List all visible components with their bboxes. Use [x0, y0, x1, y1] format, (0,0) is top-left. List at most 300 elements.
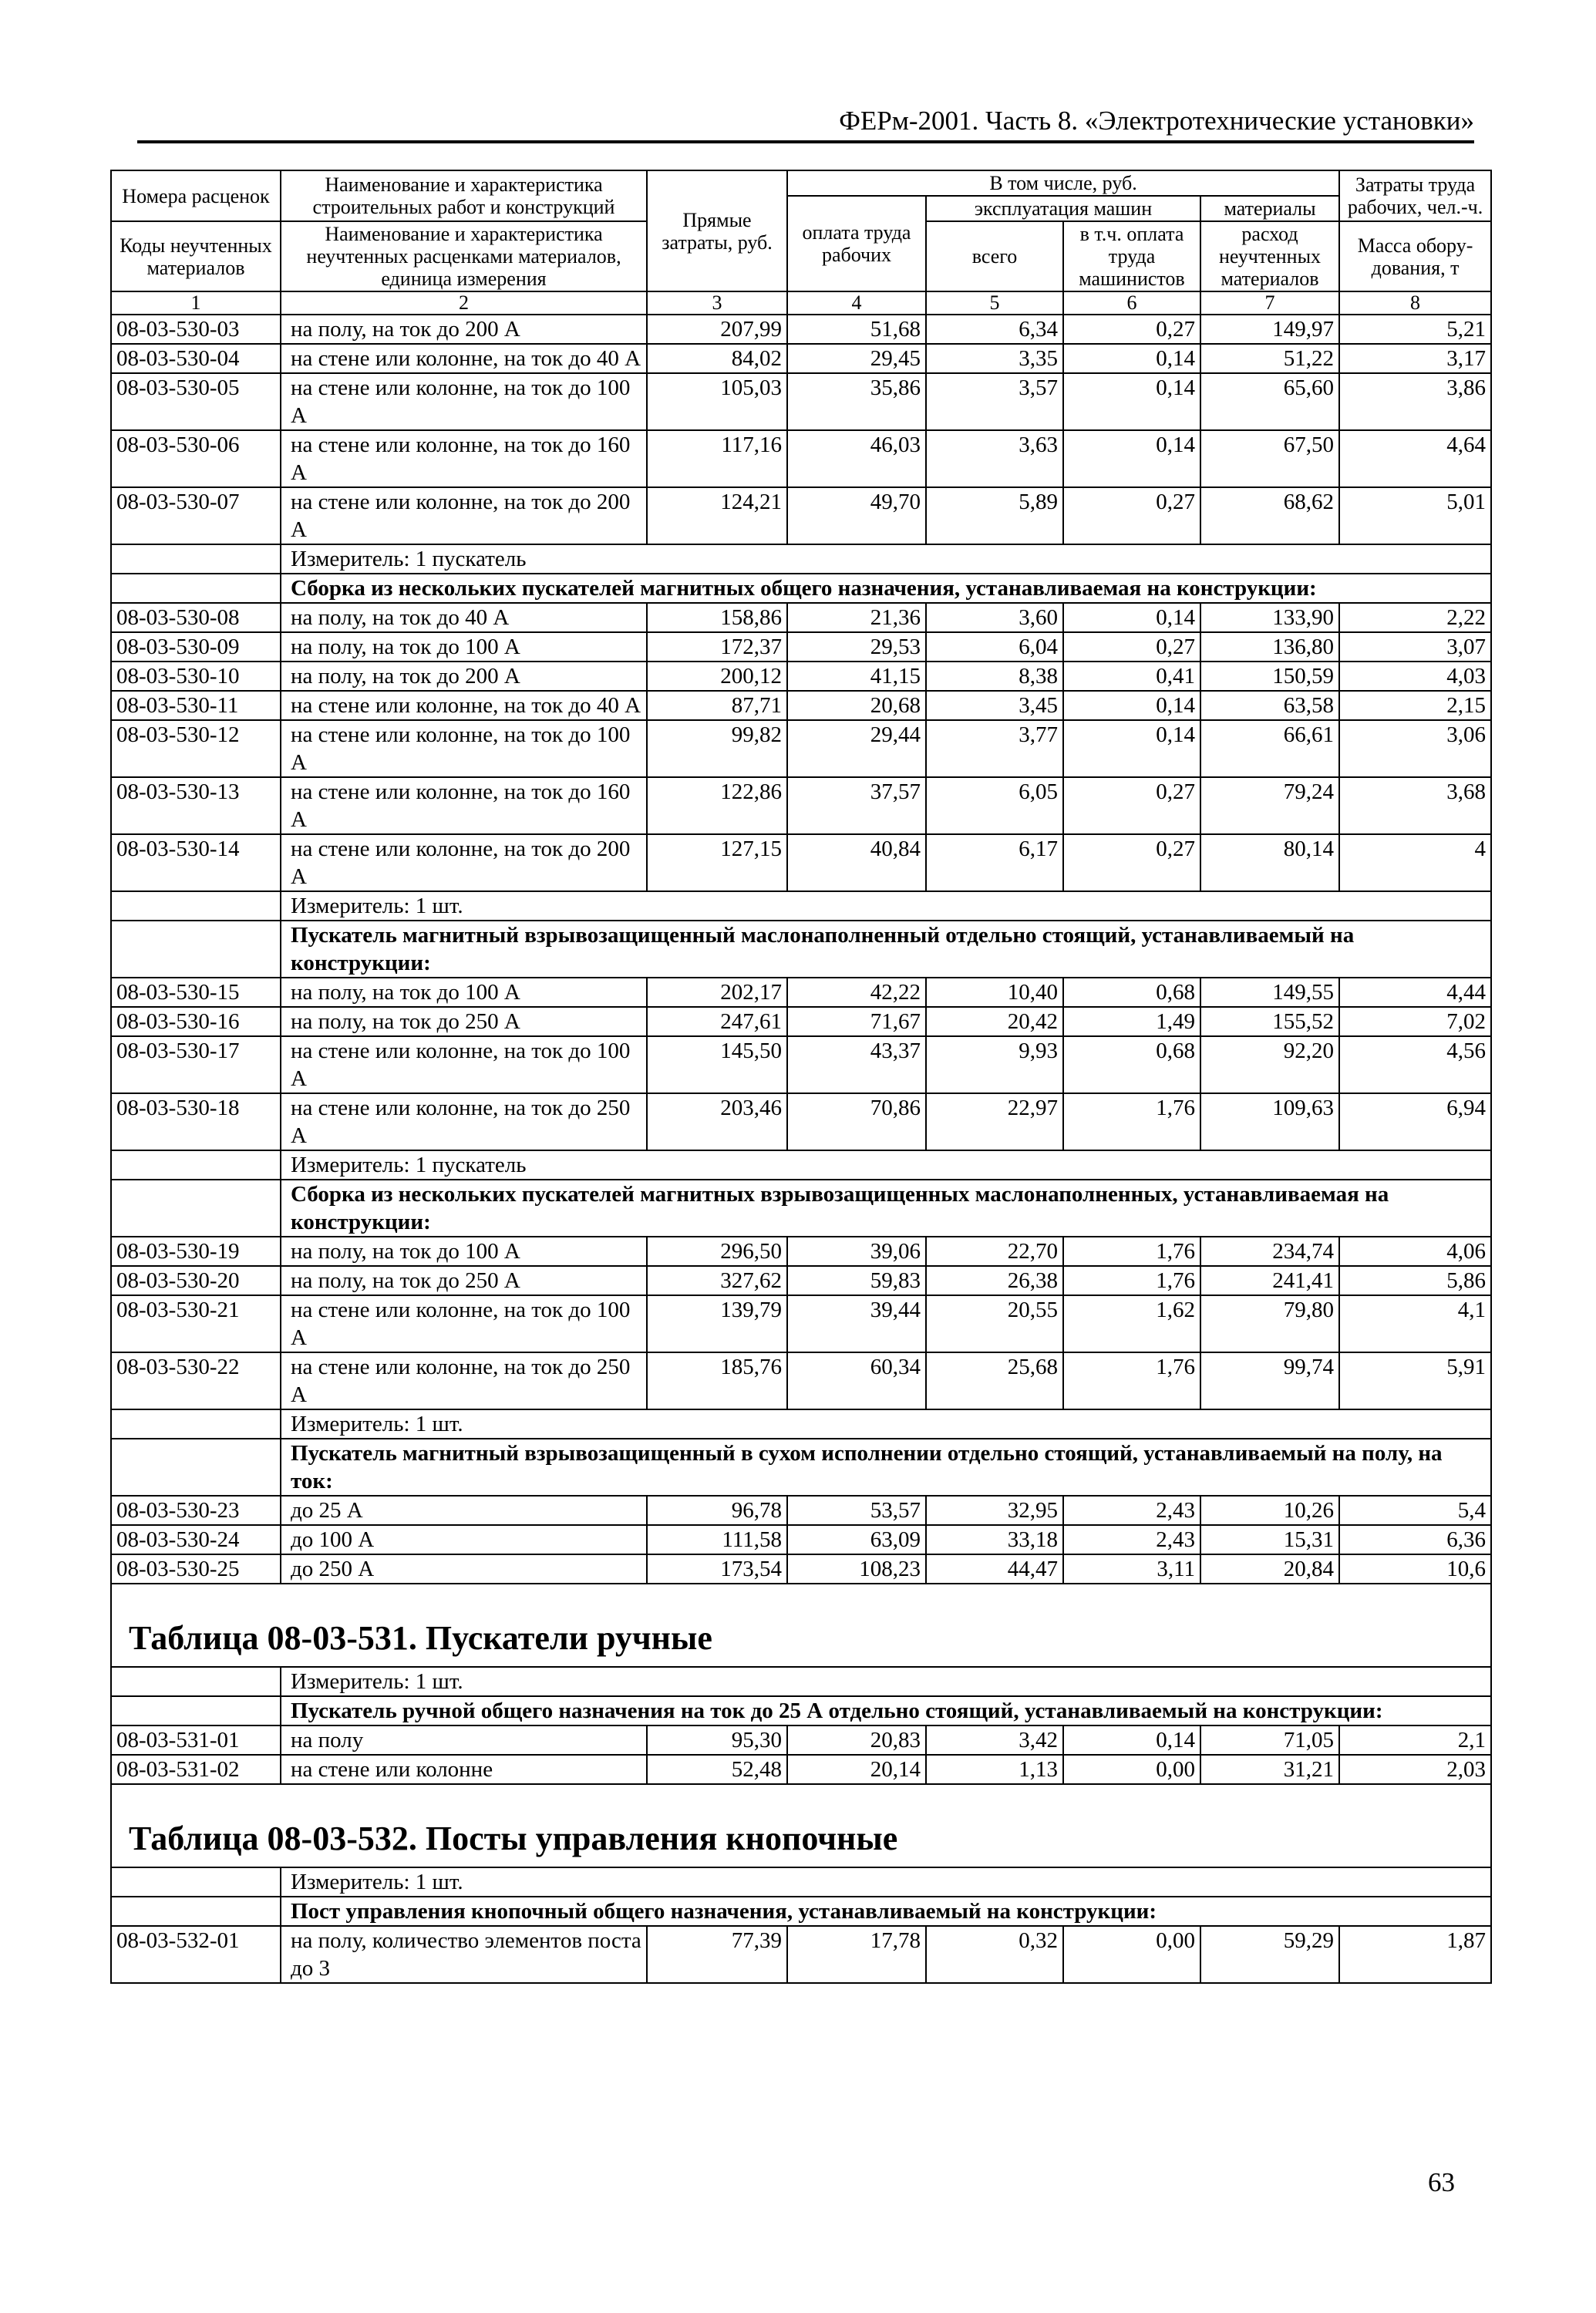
- empty-cell: [111, 1409, 281, 1439]
- materials-cost: 10,26: [1200, 1496, 1339, 1525]
- materials-cost: 109,63: [1200, 1093, 1339, 1150]
- header-rule: [137, 140, 1474, 143]
- materials-cost: 149,97: [1200, 315, 1339, 344]
- machines-labor: 0,27: [1063, 487, 1200, 544]
- table-row: [111, 978, 1491, 1007]
- labor-pay: 40,84: [787, 834, 926, 891]
- empty-cell: [111, 574, 281, 603]
- labor-pay: 20,14: [787, 1755, 926, 1784]
- col-codes-top: Номера расценок: [111, 170, 281, 221]
- machines-total: 44,47: [926, 1554, 1063, 1584]
- rate-code: 08-03-532-01: [111, 1926, 281, 1983]
- section-heading: Пускатель магнитный взрывозащищенный маслонаполненный отдельно стоящий, устанавливаемый на конструкции:: [281, 921, 1491, 978]
- rate-code: 08-03-530-04: [111, 344, 281, 373]
- labor-hours: 4,56: [1339, 1036, 1491, 1093]
- materials-cost: 241,41: [1200, 1266, 1339, 1295]
- machines-labor: 3,11: [1063, 1554, 1200, 1584]
- table-row: [111, 430, 1491, 487]
- meter-label: Измеритель: 1 шт.: [281, 1409, 1491, 1439]
- machines-labor: 0,00: [1063, 1926, 1200, 1983]
- machines-total: 6,04: [926, 632, 1063, 662]
- direct-cost: 77,39: [647, 1926, 787, 1983]
- labor-pay: 39,06: [787, 1237, 926, 1266]
- materials-cost: 79,80: [1200, 1295, 1339, 1352]
- direct-cost: 247,61: [647, 1007, 787, 1036]
- col-name-bottom: Наименование и характеристика неучтенных расценками материалов, единица измерения: [281, 221, 647, 291]
- machines-labor: 0,68: [1063, 1036, 1200, 1093]
- col-direct: Прямые затраты, руб.: [647, 170, 787, 291]
- meter-row: [111, 1667, 1491, 1696]
- table-row: [111, 373, 1491, 430]
- rate-code: 08-03-530-17: [111, 1036, 281, 1093]
- meter-row: [111, 1867, 1491, 1897]
- rate-code: 08-03-530-11: [111, 691, 281, 720]
- col-incl: В том числе, руб.: [787, 170, 1339, 196]
- rate-code: 08-03-530-10: [111, 662, 281, 691]
- running-header: ФЕРм-2001. Часть 8. «Электротехнические установки»: [839, 106, 1474, 136]
- empty-cell: [111, 1897, 281, 1926]
- machines-total: 6,17: [926, 834, 1063, 891]
- section-heading: Сборка из нескольких пускателей магнитных общего назначения, устанавливаемая на конструкции:: [281, 574, 1491, 603]
- table-title: Таблица 08-03-531. Пускатели ручные: [111, 1584, 1491, 1667]
- table-row: [111, 1554, 1491, 1584]
- labor-pay: 43,37: [787, 1036, 926, 1093]
- direct-cost: 111,58: [647, 1525, 787, 1554]
- machines-total: 3,57: [926, 373, 1063, 430]
- machines-total: 3,35: [926, 344, 1063, 373]
- labor-hours: 6,36: [1339, 1525, 1491, 1554]
- machines-total: 3,42: [926, 1725, 1063, 1755]
- labor-pay: 71,67: [787, 1007, 926, 1036]
- materials-cost: 92,20: [1200, 1036, 1339, 1093]
- labor-pay: 63,09: [787, 1525, 926, 1554]
- table-header: [111, 170, 1491, 315]
- labor-pay: 39,44: [787, 1295, 926, 1352]
- table-row: [111, 1036, 1491, 1093]
- table-row: [111, 691, 1491, 720]
- work-name: до 100 А: [281, 1525, 647, 1554]
- labor-pay: 29,53: [787, 632, 926, 662]
- section-heading-row: [111, 1439, 1491, 1496]
- table-row: [111, 1266, 1491, 1295]
- empty-cell: [111, 1439, 281, 1496]
- rate-code: 08-03-530-03: [111, 315, 281, 344]
- column-number: 8: [1339, 291, 1491, 315]
- table-row: [111, 1496, 1491, 1525]
- direct-cost: 202,17: [647, 978, 787, 1007]
- table-row: [111, 1725, 1491, 1755]
- meter-row: [111, 544, 1491, 574]
- labor-pay: 37,57: [787, 777, 926, 834]
- empty-cell: [111, 544, 281, 574]
- col-labor-top: Затраты труда рабочих, чел.-ч.: [1339, 170, 1491, 221]
- col-name-top: Наименование и характеристика строительных работ и конструкций: [281, 170, 647, 221]
- col-machines: эксплуатация машин: [926, 196, 1200, 221]
- machines-total: 22,97: [926, 1093, 1063, 1150]
- machines-total: 9,93: [926, 1036, 1063, 1093]
- meter-label: Измеритель: 1 шт.: [281, 1867, 1491, 1897]
- table-row: [111, 315, 1491, 344]
- direct-cost: 327,62: [647, 1266, 787, 1295]
- labor-pay: 17,78: [787, 1926, 926, 1983]
- machines-total: 3,77: [926, 720, 1063, 777]
- work-name: на стене или колонне, на ток до 40 А: [281, 344, 647, 373]
- materials-cost: 155,52: [1200, 1007, 1339, 1036]
- labor-hours: 10,6: [1339, 1554, 1491, 1584]
- meter-label: Измеритель: 1 шт.: [281, 1667, 1491, 1696]
- meter-label: Измеритель: 1 шт.: [281, 891, 1491, 921]
- table-row: [111, 632, 1491, 662]
- labor-hours: 4,64: [1339, 430, 1491, 487]
- materials-cost: 31,21: [1200, 1755, 1339, 1784]
- labor-pay: 29,45: [787, 344, 926, 373]
- labor-hours: 3,06: [1339, 720, 1491, 777]
- machines-total: 3,63: [926, 430, 1063, 487]
- table-row: [111, 487, 1491, 544]
- machines-labor: 0,14: [1063, 720, 1200, 777]
- machines-total: 5,89: [926, 487, 1063, 544]
- rate-code: 08-03-530-25: [111, 1554, 281, 1584]
- rate-code: 08-03-530-09: [111, 632, 281, 662]
- labor-pay: 42,22: [787, 978, 926, 1007]
- column-number: 1: [111, 291, 281, 315]
- table-row: [111, 1237, 1491, 1266]
- machines-labor: 0,00: [1063, 1755, 1200, 1784]
- direct-cost: 105,03: [647, 373, 787, 430]
- rate-code: 08-03-530-14: [111, 834, 281, 891]
- rate-code: 08-03-530-07: [111, 487, 281, 544]
- rate-code: 08-03-530-05: [111, 373, 281, 430]
- labor-pay: 41,15: [787, 662, 926, 691]
- direct-cost: 296,50: [647, 1237, 787, 1266]
- labor-hours: 3,86: [1339, 373, 1491, 430]
- labor-hours: 1,87: [1339, 1926, 1491, 1983]
- labor-hours: 4,03: [1339, 662, 1491, 691]
- table-row: [111, 834, 1491, 891]
- machines-total: 0,32: [926, 1926, 1063, 1983]
- rate-code: 08-03-530-22: [111, 1352, 281, 1409]
- rates-table: [110, 170, 1492, 1984]
- machines-labor: 2,43: [1063, 1525, 1200, 1554]
- direct-cost: 145,50: [647, 1036, 787, 1093]
- materials-cost: 133,90: [1200, 603, 1339, 632]
- direct-cost: 99,82: [647, 720, 787, 777]
- machines-total: 3,60: [926, 603, 1063, 632]
- rate-code: 08-03-531-01: [111, 1725, 281, 1755]
- column-number: 3: [647, 291, 787, 315]
- section-heading: Сборка из нескольких пускателей магнитных взрывозащищенных маслонаполненных, устанавливаемая на конструкции:: [281, 1180, 1491, 1237]
- materials-cost: 66,61: [1200, 720, 1339, 777]
- machines-labor: 0,14: [1063, 603, 1200, 632]
- direct-cost: 124,21: [647, 487, 787, 544]
- materials-cost: 150,59: [1200, 662, 1339, 691]
- labor-hours: 3,68: [1339, 777, 1491, 834]
- document-body: [110, 170, 1490, 1984]
- materials-cost: 63,58: [1200, 691, 1339, 720]
- work-name: на полу: [281, 1725, 647, 1755]
- labor-hours: 2,03: [1339, 1755, 1491, 1784]
- table-row: [111, 1295, 1491, 1352]
- machines-labor: 1,76: [1063, 1093, 1200, 1150]
- labor-pay: 60,34: [787, 1352, 926, 1409]
- work-name: на стене или колонне, на ток до 200 А: [281, 487, 647, 544]
- empty-cell: [111, 1667, 281, 1696]
- labor-hours: 5,21: [1339, 315, 1491, 344]
- table-body: [111, 315, 1491, 1983]
- machines-total: 32,95: [926, 1496, 1063, 1525]
- table-title: Таблица 08-03-532. Посты управления кнопочные: [111, 1784, 1491, 1867]
- work-name: на полу, на ток до 200 А: [281, 662, 647, 691]
- work-name: на полу, на ток до 250 А: [281, 1007, 647, 1036]
- column-number: 4: [787, 291, 926, 315]
- direct-cost: 87,71: [647, 691, 787, 720]
- materials-cost: 80,14: [1200, 834, 1339, 891]
- machines-total: 10,40: [926, 978, 1063, 1007]
- materials-cost: 99,74: [1200, 1352, 1339, 1409]
- machines-total: 6,05: [926, 777, 1063, 834]
- empty-cell: [111, 1150, 281, 1180]
- machines-labor: 1,62: [1063, 1295, 1200, 1352]
- table-row: [111, 1352, 1491, 1409]
- machines-total: 33,18: [926, 1525, 1063, 1554]
- labor-pay: 108,23: [787, 1554, 926, 1584]
- labor-hours: 5,01: [1339, 487, 1491, 544]
- labor-hours: 4: [1339, 834, 1491, 891]
- machines-labor: 0,27: [1063, 315, 1200, 344]
- materials-cost: 71,05: [1200, 1725, 1339, 1755]
- materials-cost: 79,24: [1200, 777, 1339, 834]
- machines-labor: 0,27: [1063, 632, 1200, 662]
- col-materials: материалы: [1200, 196, 1339, 221]
- work-name: на стене или колонне: [281, 1755, 647, 1784]
- rate-code: 08-03-530-08: [111, 603, 281, 632]
- materials-cost: 149,55: [1200, 978, 1339, 1007]
- machines-total: 22,70: [926, 1237, 1063, 1266]
- section-heading-row: [111, 1696, 1491, 1725]
- materials-cost: 15,31: [1200, 1525, 1339, 1554]
- rate-code: 08-03-530-13: [111, 777, 281, 834]
- machines-labor: 1,76: [1063, 1266, 1200, 1295]
- rate-code: 08-03-530-15: [111, 978, 281, 1007]
- materials-cost: 59,29: [1200, 1926, 1339, 1983]
- table-title-row: [111, 1784, 1491, 1867]
- labor-hours: 4,44: [1339, 978, 1491, 1007]
- work-name: на стене или колонне, на ток до 100 А: [281, 720, 647, 777]
- rate-code: 08-03-530-21: [111, 1295, 281, 1352]
- machines-total: 6,34: [926, 315, 1063, 344]
- direct-cost: 200,12: [647, 662, 787, 691]
- section-heading-row: [111, 921, 1491, 978]
- direct-cost: 52,48: [647, 1755, 787, 1784]
- work-name: на полу, на ток до 250 А: [281, 1266, 647, 1295]
- machines-labor: 0,41: [1063, 662, 1200, 691]
- work-name: на полу, количество элементов поста до 3: [281, 1926, 647, 1983]
- machines-labor: 0,27: [1063, 777, 1200, 834]
- rate-code: 08-03-530-16: [111, 1007, 281, 1036]
- empty-cell: [111, 1180, 281, 1237]
- labor-hours: 5,91: [1339, 1352, 1491, 1409]
- section-heading-row: [111, 574, 1491, 603]
- col-machines-total: всего: [926, 221, 1063, 291]
- direct-cost: 207,99: [647, 315, 787, 344]
- materials-cost: 136,80: [1200, 632, 1339, 662]
- work-name: на стене или колонне, на ток до 200 А: [281, 834, 647, 891]
- empty-cell: [111, 891, 281, 921]
- work-name: на полу, на ток до 100 А: [281, 632, 647, 662]
- machines-labor: 0,14: [1063, 430, 1200, 487]
- col-materials-sub: расход неучтенных материалов: [1200, 221, 1339, 291]
- empty-cell: [111, 921, 281, 978]
- direct-cost: 185,76: [647, 1352, 787, 1409]
- rate-code: 08-03-530-19: [111, 1237, 281, 1266]
- section-heading: Пост управления кнопочный общего назначения, устанавливаемый на конструкции:: [281, 1897, 1491, 1926]
- labor-hours: 3,07: [1339, 632, 1491, 662]
- table-row: [111, 603, 1491, 632]
- rate-code: 08-03-530-24: [111, 1525, 281, 1554]
- rate-code: 08-03-531-02: [111, 1755, 281, 1784]
- direct-cost: 172,37: [647, 632, 787, 662]
- section-heading-row: [111, 1897, 1491, 1926]
- materials-cost: 68,62: [1200, 487, 1339, 544]
- machines-labor: 0,14: [1063, 373, 1200, 430]
- work-name: на стене или колонне, на ток до 100 А: [281, 1036, 647, 1093]
- work-name: на стене или колонне, на ток до 40 А: [281, 691, 647, 720]
- meter-row: [111, 891, 1491, 921]
- work-name: до 250 А: [281, 1554, 647, 1584]
- rate-code: 08-03-530-20: [111, 1266, 281, 1295]
- col-labor-bottom: Масса обору-дования, т: [1339, 221, 1491, 291]
- direct-cost: 84,02: [647, 344, 787, 373]
- work-name: на полу, на ток до 100 А: [281, 1237, 647, 1266]
- labor-hours: 5,86: [1339, 1266, 1491, 1295]
- labor-hours: 4,06: [1339, 1237, 1491, 1266]
- table-row: [111, 720, 1491, 777]
- section-heading: Пускатель магнитный взрывозащищенный в сухом исполнении отдельно стоящий, устанавливаемый на полу, на ток:: [281, 1439, 1491, 1496]
- machines-labor: 1,76: [1063, 1237, 1200, 1266]
- work-name: на полу, на ток до 200 А: [281, 315, 647, 344]
- section-heading: Пускатель ручной общего назначения на ток до 25 А отдельно стоящий, устанавливаемый на конструкции:: [281, 1696, 1491, 1725]
- table-row: [111, 1007, 1491, 1036]
- machines-labor: 1,49: [1063, 1007, 1200, 1036]
- work-name: на стене или колонне, на ток до 160 А: [281, 777, 647, 834]
- materials-cost: 67,50: [1200, 430, 1339, 487]
- table-title-row: [111, 1584, 1491, 1667]
- machines-total: 20,42: [926, 1007, 1063, 1036]
- labor-pay: 35,86: [787, 373, 926, 430]
- labor-hours: 2,1: [1339, 1725, 1491, 1755]
- labor-pay: 53,57: [787, 1496, 926, 1525]
- column-number: 7: [1200, 291, 1339, 315]
- labor-hours: 4,1: [1339, 1295, 1491, 1352]
- table-row: [111, 1525, 1491, 1554]
- meter-row: [111, 1150, 1491, 1180]
- materials-cost: 234,74: [1200, 1237, 1339, 1266]
- machines-total: 25,68: [926, 1352, 1063, 1409]
- work-name: на стене или колонне, на ток до 100 А: [281, 373, 647, 430]
- direct-cost: 127,15: [647, 834, 787, 891]
- table-row: [111, 777, 1491, 834]
- column-number: 5: [926, 291, 1063, 315]
- materials-cost: 51,22: [1200, 344, 1339, 373]
- labor-hours: 3,17: [1339, 344, 1491, 373]
- machines-labor: 1,76: [1063, 1352, 1200, 1409]
- empty-cell: [111, 1867, 281, 1897]
- column-number: 6: [1063, 291, 1200, 315]
- meter-label: Измеритель: 1 пускатель: [281, 1150, 1491, 1180]
- machines-total: 1,13: [926, 1755, 1063, 1784]
- labor-pay: 21,36: [787, 603, 926, 632]
- direct-cost: 139,79: [647, 1295, 787, 1352]
- table-row: [111, 1755, 1491, 1784]
- table-row: [111, 344, 1491, 373]
- col-codes-bottom: Коды неучтенных материалов: [111, 221, 281, 291]
- rate-code: 08-03-530-12: [111, 720, 281, 777]
- work-name: до 25 А: [281, 1496, 647, 1525]
- direct-cost: 96,78: [647, 1496, 787, 1525]
- col-machines-labor: в т.ч. оплата труда машинистов: [1063, 221, 1200, 291]
- labor-hours: 5,4: [1339, 1496, 1491, 1525]
- column-number: 2: [281, 291, 647, 315]
- section-heading-row: [111, 1180, 1491, 1237]
- materials-cost: 20,84: [1200, 1554, 1339, 1584]
- rate-code: 08-03-530-18: [111, 1093, 281, 1150]
- labor-hours: 2,22: [1339, 603, 1491, 632]
- labor-pay: 29,44: [787, 720, 926, 777]
- work-name: на стене или колонне, на ток до 100 А: [281, 1295, 647, 1352]
- labor-pay: 20,68: [787, 691, 926, 720]
- meter-row: [111, 1409, 1491, 1439]
- work-name: на полу, на ток до 100 А: [281, 978, 647, 1007]
- direct-cost: 117,16: [647, 430, 787, 487]
- machines-total: 3,45: [926, 691, 1063, 720]
- direct-cost: 203,46: [647, 1093, 787, 1150]
- direct-cost: 158,86: [647, 603, 787, 632]
- machines-labor: 2,43: [1063, 1496, 1200, 1525]
- work-name: на полу, на ток до 40 А: [281, 603, 647, 632]
- direct-cost: 95,30: [647, 1725, 787, 1755]
- labor-hours: 2,15: [1339, 691, 1491, 720]
- machines-total: 20,55: [926, 1295, 1063, 1352]
- work-name: на стене или колонне, на ток до 160 А: [281, 430, 647, 487]
- machines-total: 26,38: [926, 1266, 1063, 1295]
- table-row: [111, 1926, 1491, 1983]
- work-name: на стене или колонне, на ток до 250 А: [281, 1093, 647, 1150]
- table-row: [111, 662, 1491, 691]
- direct-cost: 173,54: [647, 1554, 787, 1584]
- labor-pay: 70,86: [787, 1093, 926, 1150]
- machines-labor: 0,14: [1063, 691, 1200, 720]
- machines-labor: 0,27: [1063, 834, 1200, 891]
- page-number: 63: [1428, 2167, 1455, 2197]
- labor-pay: 51,68: [787, 315, 926, 344]
- column-numbers: [111, 291, 1491, 315]
- machines-labor: 0,14: [1063, 1725, 1200, 1755]
- rate-code: 08-03-530-06: [111, 430, 281, 487]
- labor-pay: 46,03: [787, 430, 926, 487]
- machines-labor: 0,14: [1063, 344, 1200, 373]
- materials-cost: 65,60: [1200, 373, 1339, 430]
- empty-cell: [111, 1696, 281, 1725]
- labor-hours: 6,94: [1339, 1093, 1491, 1150]
- direct-cost: 122,86: [647, 777, 787, 834]
- machines-labor: 0,68: [1063, 978, 1200, 1007]
- rate-code: 08-03-530-23: [111, 1496, 281, 1525]
- machines-total: 8,38: [926, 662, 1063, 691]
- work-name: на стене или колонне, на ток до 250 А: [281, 1352, 647, 1409]
- table-row: [111, 1093, 1491, 1150]
- labor-hours: 7,02: [1339, 1007, 1491, 1036]
- labor-pay: 49,70: [787, 487, 926, 544]
